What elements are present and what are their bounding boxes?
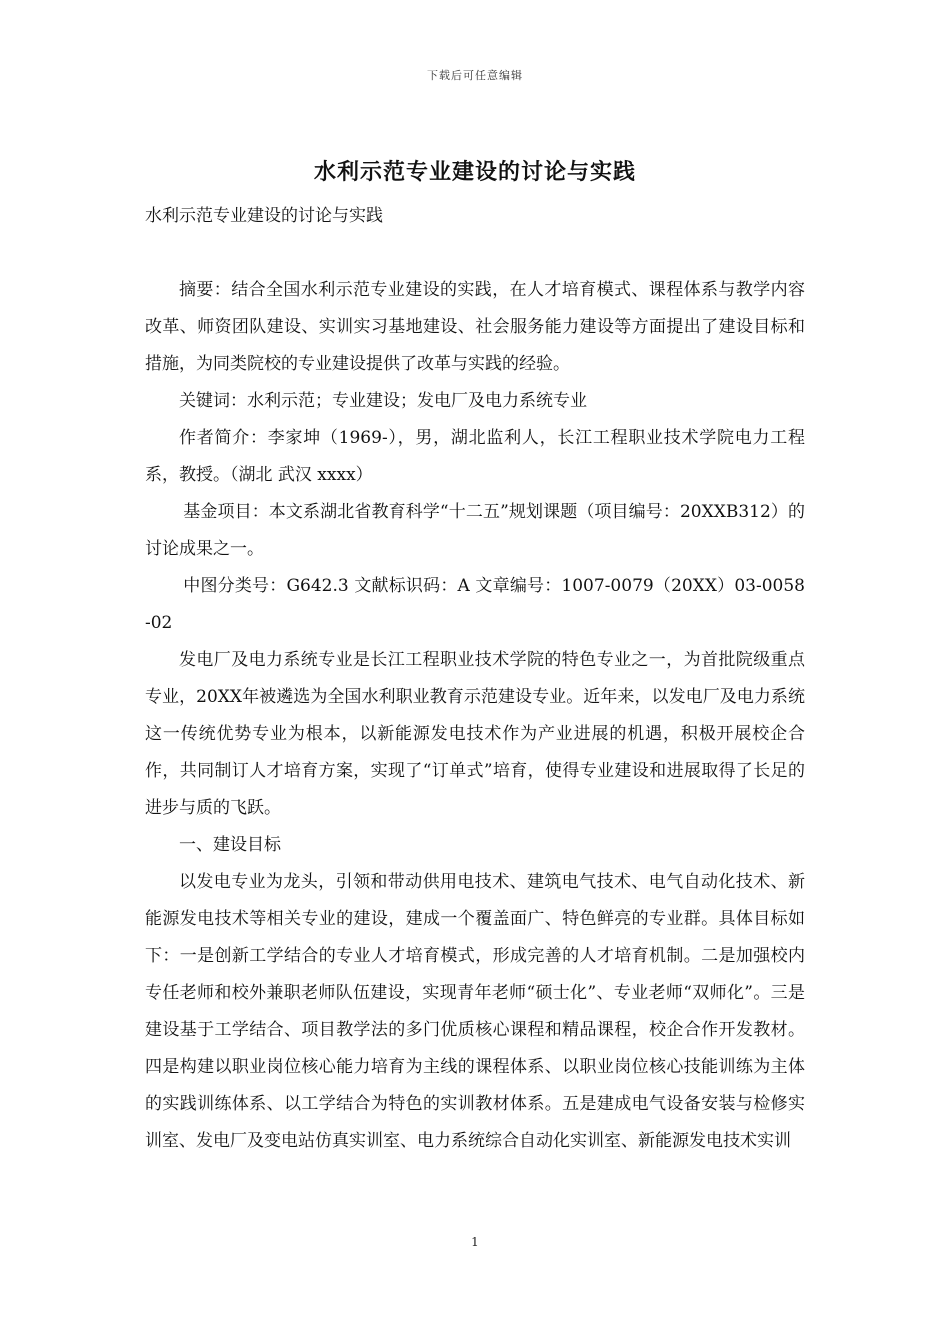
classification-paragraph: 中图分类号：G642.3 文献标识码：A 文章编号：1007-0079（20XX）03-0058-02 [145, 576, 805, 633]
keywords-paragraph: 关键词：水利示范；专业建设；发电厂及电力系统专业 [179, 391, 587, 411]
page-number: 1 [471, 1235, 479, 1249]
document-title: 水利示范专业建设的讨论与实践 [313, 159, 636, 185]
fund-paragraph: 基金项目：本文系湖北省教育科学“十二五”规划课题（项目编号：20XXB312）的讨论成果之一。 [145, 502, 805, 559]
abstract-paragraph: 摘要：结合全国水利示范专业建设的实践，在人才培育模式、课程体系与教学内容改革、师资团队建设、实训实习基地建设、社会服务能力建设等方面提出了建设目标和措施，为同类院校的专业建设提供了改革与实践的经验。 [145, 280, 805, 374]
document-body [145, 272, 805, 1160]
goals-paragraph: 以发电专业为龙头，引领和带动供用电技术、建筑电气技术、电气自动化技术、新能源发电技术等相关专业的建设，建成一个覆盖面广、特色鲜亮的专业群。具体目标如下：一是创新工学结合的专业人才培育模式，形成完善的人才培育机制。二是加强校内专任老师和校外兼职老师队伍建设，实现青年老师“硕士化”、专业老师“双师化”。三是建设基于工学结合、项目教学法的多门优质核心课程和精品课程，校企合作开发教材。四是构建以职业岗位核心能力培育为主线的课程体系、以职业岗位核心技能训练为主体的实践训练体系、以工学结合为特色的实训教材体系。五是建成电气设备安装与检修实训室、发电厂及变电站仿真实训室、电力系统综合自动化实训室、新能源发电技术实训 [145, 872, 805, 1151]
document-subtitle: 水利示范专业建设的讨论与实践 [145, 206, 383, 226]
author-paragraph: 作者简介：李家坤（1969-），男，湖北监利人，长江工程职业技术学院电力工程系，教授。（湖北 武汉 xxxx） [145, 428, 805, 485]
section-heading: 一、建设目标 [179, 835, 281, 855]
intro-paragraph: 发电厂及电力系统专业是长江工程职业技术学院的特色专业之一，为首批院级重点专业，20XX年被遴选为全国水利职业教育示范建设专业。近年来，以发电厂及电力系统这一传统优势专业为根本，以新能源发电技术作为产业进展的机遇，积极开展校企合作，共同制订人才培育方案，实现了“订单式”培育，使得专业建设和进展取得了长足的进步与质的飞跃。 [145, 650, 805, 818]
header-note: 下载后可任意编辑 [427, 69, 523, 82]
